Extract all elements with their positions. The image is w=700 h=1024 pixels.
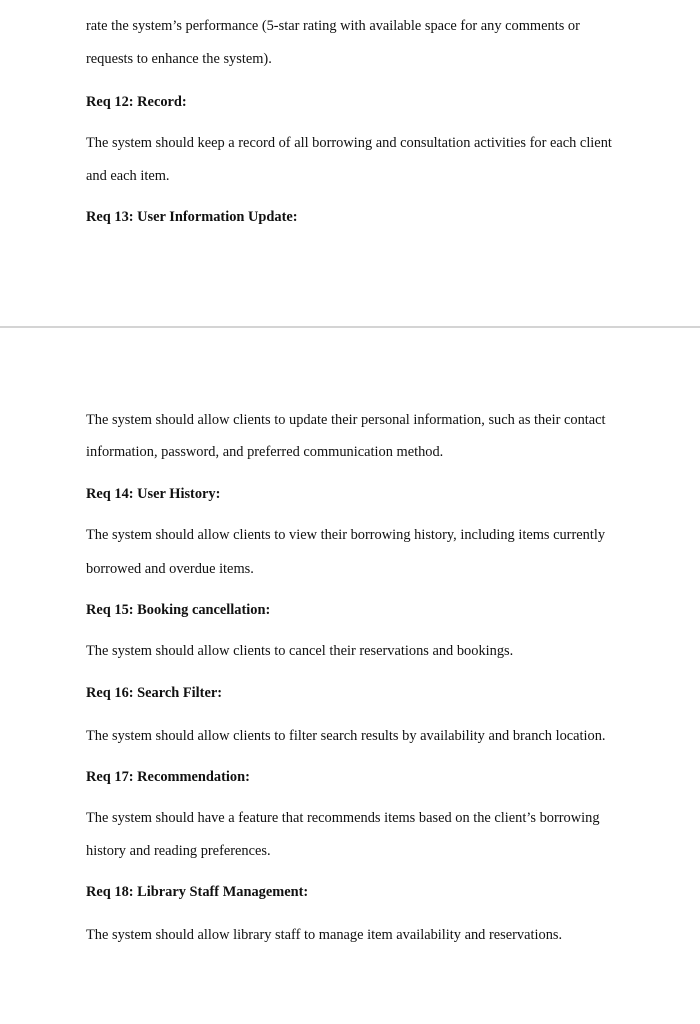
req-17-heading: Req 17: Recommendation:: [86, 769, 250, 785]
req-18-heading: Req 18: Library Staff Management:: [86, 884, 309, 900]
req-17-text: history and reading preferences.: [86, 843, 271, 859]
req-14-text: The system should allow clients to view their borrowing history, including items currently: [86, 527, 606, 543]
req-15-text: The system should allow clients to cancel their reservations and bookings.: [86, 643, 514, 659]
req-12-heading: Req 12: Record:: [86, 94, 187, 110]
paragraph-line: requests to enhance the system).: [86, 51, 272, 67]
req-13-text: information, password, and preferred communication method.: [86, 444, 444, 460]
req-13-heading: Req 13: User Information Update:: [86, 209, 298, 225]
req-12-text: and each item.: [86, 168, 170, 184]
req-13-text: The system should allow clients to update their personal information, such as their contact: [86, 412, 606, 428]
paragraph-line: rate the system’s performance (5-star rating with available space for any comments or: [86, 18, 580, 34]
req-16-text: The system should allow clients to filter search results by availability and branch location.: [86, 728, 606, 744]
req-17-text: The system should have a feature that recommends items based on the client’s borrowing: [86, 810, 600, 826]
page-separator: [0, 326, 700, 328]
req-14-text: borrowed and overdue items.: [86, 561, 254, 577]
req-15-heading: Req 15: Booking cancellation:: [86, 602, 271, 618]
req-12-text: The system should keep a record of all borrowing and consultation activities for each client: [86, 135, 612, 151]
req-16-heading: Req 16: Search Filter:: [86, 685, 223, 701]
req-18-text: The system should allow library staff to manage item availability and reservations.: [86, 927, 563, 943]
req-14-heading: Req 14: User History:: [86, 486, 221, 502]
